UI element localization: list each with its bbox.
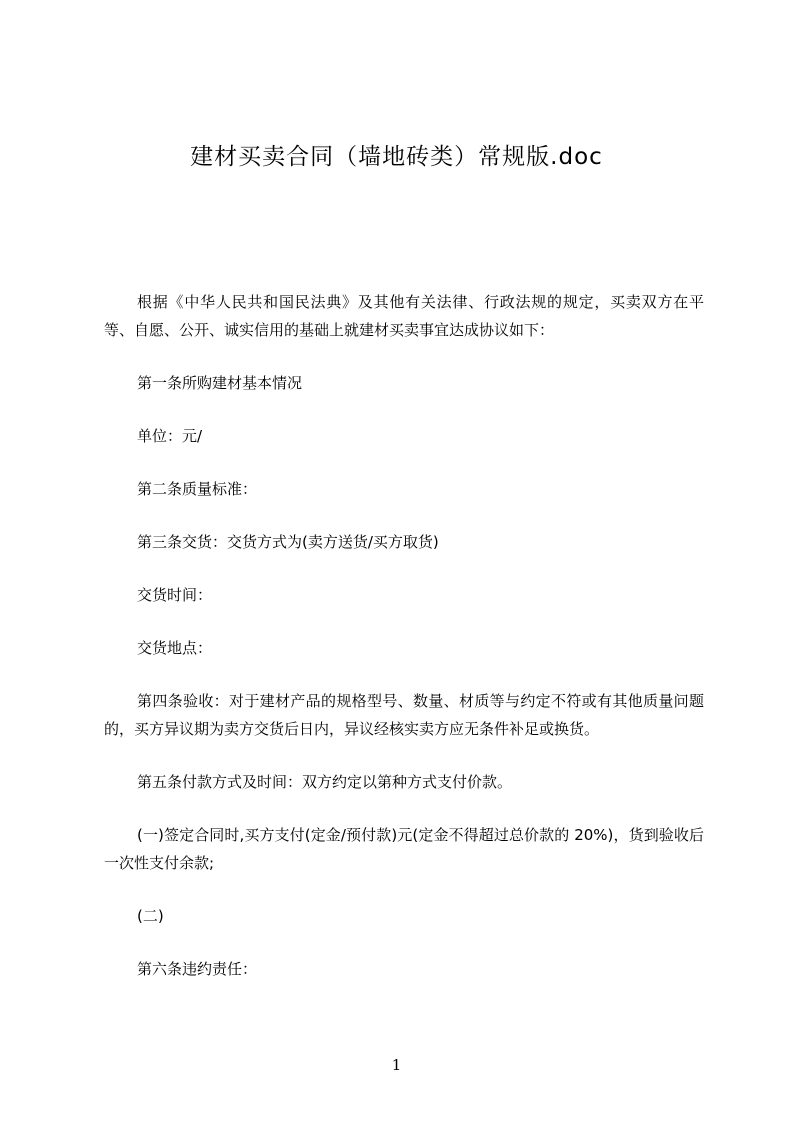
paragraph-delivery-place: 交货地点： — [137, 639, 213, 657]
paragraph-article-1: 第一条所购建材基本情况 — [137, 374, 303, 392]
paragraph-preamble: 根据《中华人民共和国民法典》及其他有关法律、行政法规的规定，买卖双方在平等、自愿、公开、诚实信用的基础上就建材买卖事宜达成协议如下： — [104, 293, 704, 339]
paragraph-payment-option-2: (二) — [137, 907, 164, 925]
page-number: 1 — [391, 1056, 402, 1074]
paragraph-article-2: 第二条质量标准： — [137, 480, 258, 498]
paragraph-article-6: 第六条违约责任： — [137, 960, 258, 978]
paragraph-unit: 单位：元/ — [137, 427, 203, 445]
paragraph-article-3: 第三条交货：交货方式为(卖方送货/买方取货) — [137, 533, 439, 551]
document-title: 建材买卖合同（墙地砖类）常规版.doc — [190, 144, 603, 170]
paragraph-payment-option-1: (一)签定合同时,买方支付(定金/预付款)元(定金不得超过总价款的 20%)，货到验收后一次性支付余款; — [104, 826, 704, 872]
paragraph-article-4: 第四条验收：对于建材产品的规格型号、数量、材质等与约定不符或有其他质量问题的，买方异议期为卖方交货后日内，异议经核实卖方应无条件补足或换货。 — [104, 692, 704, 738]
document-body — [104, 288, 704, 1008]
paragraph-article-5: 第五条付款方式及时间：双方约定以第种方式支付价款。 — [137, 773, 513, 791]
paragraph-delivery-time: 交货时间： — [137, 586, 213, 604]
